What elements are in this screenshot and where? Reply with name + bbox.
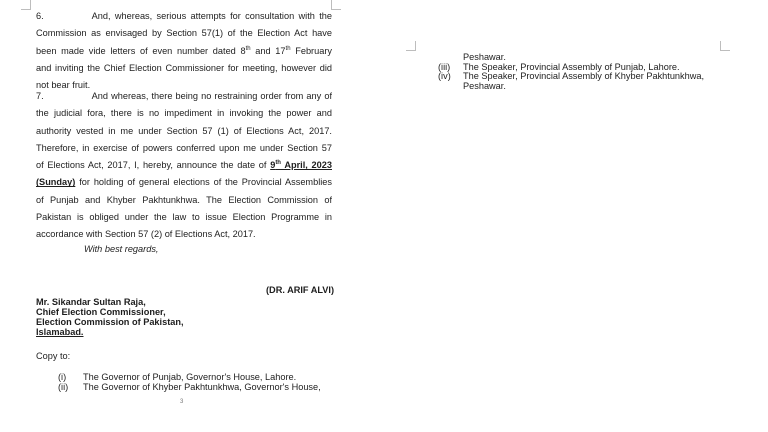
paragraph-line: Commission as envisaged by Section 57(1) of the Election Act have	[36, 28, 332, 39]
copy-list-continued	[438, 53, 738, 91]
paragraph-6	[36, 8, 332, 94]
list-text: The Governor of Punjab, Governor's House, Lahore.	[83, 372, 297, 382]
paragraph-line: been made vide letters of even number dated 8	[36, 45, 246, 56]
addressee-line: Mr. Sikandar Sultan Raja,	[36, 297, 146, 307]
list-number: (i)	[58, 372, 67, 382]
list-text: The Speaker, Provincial Assembly of Punjab, Lahore.	[463, 61, 680, 72]
paragraph-number: 6.	[36, 11, 44, 21]
superscript: th	[275, 160, 281, 167]
list-number: (iii)	[438, 61, 451, 72]
list-item	[438, 82, 738, 92]
election-date: April, 2023	[280, 160, 332, 171]
election-weekday: (Sunday)	[36, 177, 76, 188]
paragraph-line: February	[295, 45, 332, 56]
page-number: 3	[180, 399, 184, 405]
paragraph-line: for holding of general elections of the Provincial Assemblies	[75, 177, 332, 188]
list-text: The Governor of Khyber Pakhtunkhwa, Governor's House,	[83, 381, 321, 392]
paragraph-line: of Elections Act, 2017, I, hereby, announce the date of	[36, 160, 271, 171]
list-number: (ii)	[58, 381, 69, 392]
paragraph-line: and inviting the Chief Election Commissioner for meeting, however did	[36, 62, 332, 73]
paragraph-line: Therefore, in exercise of powers conferred upon me under Section 57	[36, 142, 332, 153]
copy-list	[58, 373, 334, 392]
copy-to-heading: Copy to:	[36, 351, 71, 361]
addressee-line: Election Commission of Pakistan,	[36, 317, 184, 327]
paragraph-number: 7.	[36, 91, 44, 101]
list-text: Peshawar.	[463, 80, 506, 91]
paragraph-line: the judicial fora, there is no impediment in invoking the power and	[36, 108, 332, 119]
addressee-block	[36, 297, 184, 337]
addressee-line: Islamabad.	[36, 327, 84, 337]
page-corner-mark	[21, 0, 31, 10]
list-text: Peshawar.	[463, 52, 506, 62]
paragraph-line: authority vested in me under Section 57 (1) of Elections Act, 2017.	[36, 125, 332, 136]
paragraph-line: And, whereas, serious attempts for consultation with the	[91, 11, 332, 21]
paragraph-line: Pakistan is obliged under the law to issue Election Programme in	[36, 212, 332, 223]
closing-regards: With best regards,	[84, 244, 159, 254]
paragraph-line: and 17	[250, 45, 286, 56]
paragraph-line: And whereas, there being no restraining order from any of	[91, 91, 332, 101]
paragraph-line: of Punjab and Khyber Pakhtunkhwa. The Election Commission of	[36, 194, 332, 205]
paragraph-7	[36, 88, 332, 244]
election-date: 9	[270, 160, 276, 171]
signatory-name: (DR. ARIF ALVI)	[266, 285, 335, 295]
list-number: (iv)	[438, 71, 451, 81]
page-corner-mark	[720, 41, 730, 51]
addressee-line: Chief Election Commissioner,	[36, 307, 166, 317]
superscript: th	[245, 45, 251, 52]
paragraph-line: accordance with Section 57 (2) of Elections Act, 2017.	[36, 229, 256, 240]
list-text: The Speaker, Provincial Assembly of Khyber Pakhtunkhwa,	[463, 71, 705, 81]
page-corner-mark	[331, 0, 341, 10]
page-corner-mark	[406, 41, 416, 51]
list-item	[58, 383, 334, 393]
paragraph-line: not bear fruit.	[36, 80, 91, 91]
document-page-left	[0, 0, 380, 432]
superscript: th	[285, 45, 291, 52]
